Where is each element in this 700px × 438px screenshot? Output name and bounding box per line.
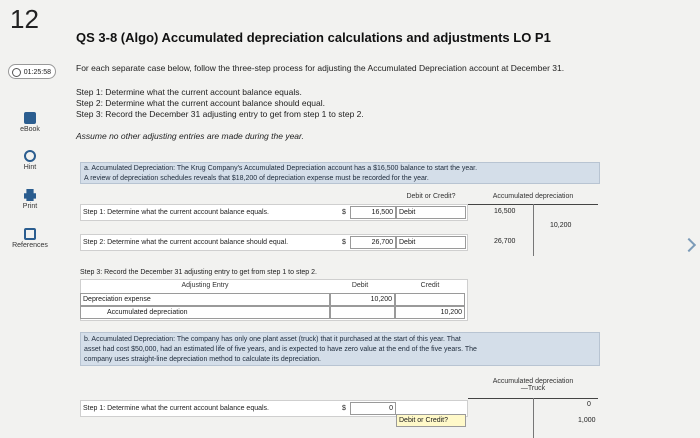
hint-label: Hint: [23, 164, 37, 171]
journal-debit-header: Debit: [351, 282, 369, 289]
dollar-sign: $: [342, 405, 346, 412]
part-b-debit-credit-select[interactable]: Debit or Credit?: [396, 414, 466, 427]
part-b-line-2: asset had cost $50,000, had an estimated life of five years, and is expected to have zero value at the end of the five years. The: [84, 346, 477, 353]
step-1-debit-credit-select[interactable]: Debit: [396, 206, 466, 219]
print-button[interactable]: [2, 189, 58, 210]
intro-text: For each separate case below, follow the three-step process for adjusting the Accumulated Depreciation account at December 31.: [76, 63, 565, 73]
assumption-text: Assume no other adjusting entries are made during the year.: [76, 131, 304, 141]
truck-account-header-line-2: —Truck: [520, 385, 546, 392]
step-2-debit-credit-select[interactable]: Debit: [396, 236, 466, 249]
book-icon: [24, 112, 36, 124]
truck-ledger-right-2: 1,000: [578, 417, 596, 424]
ledger-divider: [533, 204, 534, 256]
references-label: References: [12, 242, 48, 249]
truck-ledger-right-1: 0: [587, 401, 591, 408]
journal-credit-header: Credit: [420, 282, 440, 289]
entry-1-account-select[interactable]: Depreciation expense: [80, 293, 330, 306]
debit-credit-header: Debit or Credit?: [406, 193, 456, 200]
references-icon: [24, 228, 36, 240]
hint-button[interactable]: [2, 150, 58, 171]
part-b-prompt: [80, 332, 600, 366]
clock-icon: [12, 68, 21, 77]
dollar-sign: $: [342, 239, 346, 246]
step-3-label: Step 3: Record the December 31 adjusting entry to get from step 1 to step 2.: [80, 269, 317, 276]
step-3-instruction: Step 3: Record the December 31 adjusting entry to get from step 1 to step 2.: [76, 109, 364, 119]
entry-2-credit-input[interactable]: 10,200: [395, 306, 465, 319]
step-1-label: Step 1: Determine what the current account balance equals.: [83, 209, 269, 216]
timer: [8, 64, 56, 79]
step-2-instruction: Step 2: Determine what the current account balance should equal.: [76, 98, 326, 108]
part-b-step-1-amount-input[interactable]: 0: [350, 402, 396, 415]
ebook-label: eBook: [20, 126, 40, 133]
entry-2-debit-input[interactable]: [330, 306, 395, 319]
part-a-line-2: A review of depreciation schedules reveals that $18,200 of depreciation expense must be recorded for the year.: [84, 175, 429, 182]
truck-account-header-line-1: Accumulated depreciation: [492, 378, 574, 385]
part-b-line-1: b. Accumulated Depreciation: The company has only one plant asset (truck) that it purchased at the start of this year. That: [84, 336, 461, 343]
ebook-button[interactable]: [2, 112, 58, 133]
references-button[interactable]: [2, 228, 58, 249]
dollar-sign: $: [342, 209, 346, 216]
print-icon: [24, 189, 36, 201]
entry-2-account-select[interactable]: Accumulated depreciation: [80, 306, 330, 319]
part-b-step-1-label: Step 1: Determine what the current account balance equals.: [83, 405, 269, 412]
ledger-left-1: 16,500: [494, 208, 516, 215]
account-header: Accumulated depreciation: [492, 193, 574, 200]
ledger-right-1: 10,200: [550, 222, 572, 229]
part-b-line-3: company uses straight-line depreciation method to calculate its depreciation.: [84, 356, 321, 363]
truck-account-header: [468, 378, 598, 392]
print-label: Print: [22, 203, 38, 210]
step-1-instruction: Step 1: Determine what the current account balance equals.: [76, 87, 302, 97]
part-a-line-1: a. Accumulated Depreciation: The Krug Company's Accumulated Depreciation account has a $16,500 balance to start the year.: [84, 165, 478, 172]
ledger-left-2: 26,700: [494, 238, 516, 245]
journal-entry-header: Adjusting Entry: [181, 282, 229, 289]
entry-1-credit-input[interactable]: [395, 293, 465, 306]
entry-1-debit-input[interactable]: 10,200: [330, 293, 395, 306]
question-number: 12: [10, 4, 39, 34]
question-title: QS 3-8 (Algo) Accumulated depreciation calculations and adjustments LO P1: [76, 30, 551, 45]
step-2-amount-input[interactable]: 26,700: [350, 236, 396, 249]
chevron-right-icon[interactable]: [682, 238, 696, 252]
hint-icon: [24, 150, 36, 162]
step-1-amount-input[interactable]: 16,500: [350, 206, 396, 219]
truck-ledger-divider: [533, 398, 534, 438]
timer-value: 01:25:58: [23, 69, 51, 76]
part-a-prompt: [80, 162, 600, 184]
step-2-label: Step 2: Determine what the current account balance should equal.: [83, 239, 289, 246]
